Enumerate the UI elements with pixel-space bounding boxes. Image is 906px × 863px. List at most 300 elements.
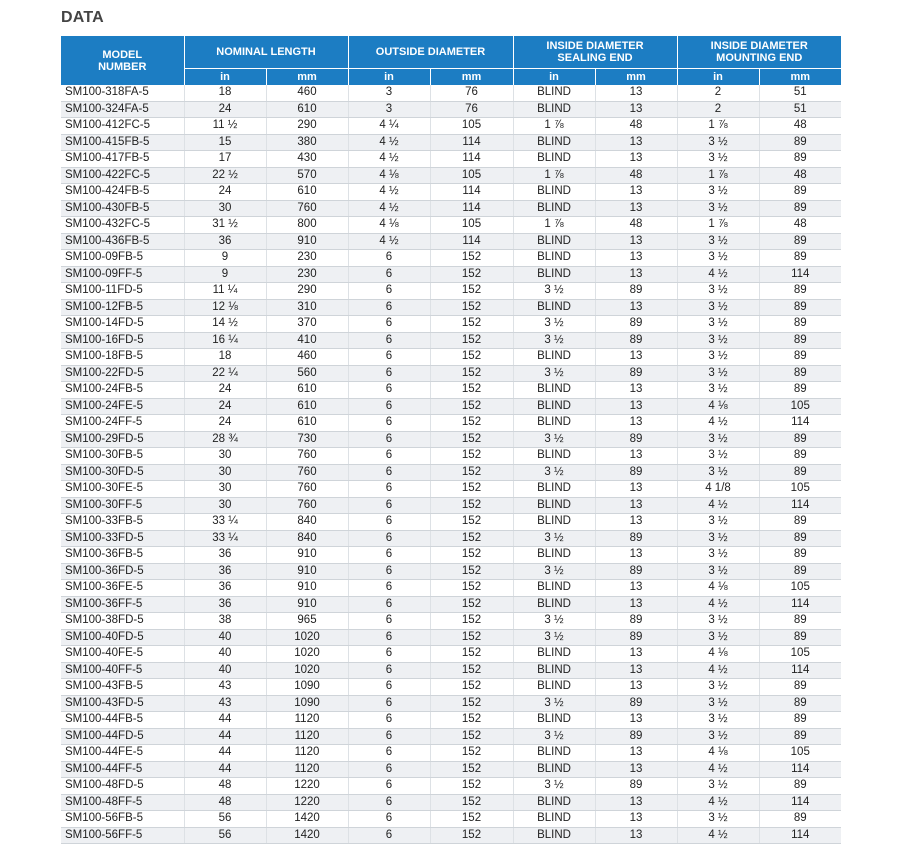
table-cell: 152 xyxy=(430,728,513,745)
table-cell: BLIND xyxy=(513,811,595,828)
model-number-cell: SM100-24FF-5 xyxy=(61,415,184,432)
table-cell: 24 xyxy=(184,101,266,118)
table-row xyxy=(61,101,841,118)
table-cell: 760 xyxy=(266,448,348,465)
table-row xyxy=(61,629,841,646)
table-row xyxy=(61,662,841,679)
table-row xyxy=(61,613,841,630)
model-number-cell: SM100-318FA-5 xyxy=(61,85,184,101)
table-cell: 89 xyxy=(595,563,677,580)
table-cell: 89 xyxy=(759,629,841,646)
table-row xyxy=(61,745,841,762)
table-cell: 13 xyxy=(595,398,677,415)
table-cell: 3 ½ xyxy=(677,464,759,481)
unit-label: in xyxy=(348,69,430,86)
model-number-cell: SM100-09FB-5 xyxy=(61,250,184,267)
table-cell: BLIND xyxy=(513,184,595,201)
table-cell: 24 xyxy=(184,184,266,201)
table-cell: 1 ⅞ xyxy=(677,217,759,234)
table-cell: 13 xyxy=(595,448,677,465)
table-row xyxy=(61,250,841,267)
table-cell: 3 ½ xyxy=(677,365,759,382)
table-row xyxy=(61,167,841,184)
table-cell: 13 xyxy=(595,794,677,811)
table-row xyxy=(61,365,841,382)
table-row xyxy=(61,200,841,217)
model-number-cell: SM100-36FB-5 xyxy=(61,547,184,564)
table-cell: 105 xyxy=(430,118,513,135)
table-cell: 4 ½ xyxy=(348,233,430,250)
table-cell: 105 xyxy=(430,217,513,234)
table-cell: 36 xyxy=(184,580,266,597)
table-cell: 1120 xyxy=(266,728,348,745)
table-cell: 370 xyxy=(266,316,348,333)
table-cell: 89 xyxy=(759,283,841,300)
table-row xyxy=(61,712,841,729)
model-number-cell: SM100-36FD-5 xyxy=(61,563,184,580)
table-cell: 6 xyxy=(348,365,430,382)
table-cell: 4 ¼ xyxy=(348,118,430,135)
table-cell: BLIND xyxy=(513,712,595,729)
table-cell: 460 xyxy=(266,349,348,366)
table-cell: 31 ½ xyxy=(184,217,266,234)
table-cell: 152 xyxy=(430,398,513,415)
table-cell: 910 xyxy=(266,233,348,250)
table-cell: 17 xyxy=(184,151,266,168)
table-cell: 610 xyxy=(266,101,348,118)
table-cell: 6 xyxy=(348,464,430,481)
model-number-cell: SM100-12FB-5 xyxy=(61,299,184,316)
table-cell: BLIND xyxy=(513,514,595,531)
model-number-cell: SM100-11FD-5 xyxy=(61,283,184,300)
table-cell: 105 xyxy=(759,481,841,498)
table-cell: 3 ½ xyxy=(677,629,759,646)
unit-label: in xyxy=(184,69,266,86)
table-cell: 3 ½ xyxy=(677,184,759,201)
table-cell: 89 xyxy=(595,431,677,448)
table-cell: 560 xyxy=(266,365,348,382)
table-cell: 89 xyxy=(759,448,841,465)
table-cell: 89 xyxy=(595,613,677,630)
table-cell: 3 ½ xyxy=(677,695,759,712)
table-row xyxy=(61,530,841,547)
table-cell: 3 ½ xyxy=(513,431,595,448)
table-cell: 1420 xyxy=(266,811,348,828)
header-line: MOUNTING END xyxy=(716,52,803,64)
table-cell: 152 xyxy=(430,563,513,580)
table-cell: 152 xyxy=(430,316,513,333)
header-line: SEALING END xyxy=(557,52,633,64)
table-cell: 89 xyxy=(759,151,841,168)
table-cell: 760 xyxy=(266,464,348,481)
table-row xyxy=(61,184,841,201)
table-cell: BLIND xyxy=(513,134,595,151)
table-cell: 4 ½ xyxy=(677,266,759,283)
table-row xyxy=(61,794,841,811)
table-cell: BLIND xyxy=(513,679,595,696)
table-cell: 13 xyxy=(595,646,677,663)
table-cell: 13 xyxy=(595,415,677,432)
header-inside-diameter-sealing xyxy=(513,36,677,69)
table-cell: 6 xyxy=(348,547,430,564)
table-row xyxy=(61,728,841,745)
model-number-cell: SM100-18FB-5 xyxy=(61,349,184,366)
table-cell: 13 xyxy=(595,151,677,168)
table-cell: 30 xyxy=(184,497,266,514)
table-cell: 570 xyxy=(266,167,348,184)
table-cell: BLIND xyxy=(513,200,595,217)
model-number-cell: SM100-43FB-5 xyxy=(61,679,184,696)
table-cell: 6 xyxy=(348,695,430,712)
table-cell: 1020 xyxy=(266,662,348,679)
unit-label: in xyxy=(513,69,595,86)
table-cell: BLIND xyxy=(513,233,595,250)
table-cell: 114 xyxy=(430,233,513,250)
table-cell: BLIND xyxy=(513,662,595,679)
table-cell: 4 ½ xyxy=(348,134,430,151)
table-cell: 152 xyxy=(430,695,513,712)
table-cell: 152 xyxy=(430,712,513,729)
table-cell: 6 xyxy=(348,316,430,333)
unit-label: mm xyxy=(430,69,513,86)
table-cell: 9 xyxy=(184,266,266,283)
table-cell: 89 xyxy=(759,365,841,382)
header-row xyxy=(61,36,841,69)
table-cell: 114 xyxy=(759,761,841,778)
table-cell: 24 xyxy=(184,415,266,432)
table-cell: 152 xyxy=(430,613,513,630)
table-row xyxy=(61,778,841,795)
table-cell: 3 ½ xyxy=(677,530,759,547)
table-cell: 48 xyxy=(595,118,677,135)
table-cell: 1120 xyxy=(266,712,348,729)
table-cell: 152 xyxy=(430,761,513,778)
table-cell: 33 ¼ xyxy=(184,514,266,531)
table-cell: 3 ½ xyxy=(677,514,759,531)
table-cell: 89 xyxy=(759,563,841,580)
table-row xyxy=(61,299,841,316)
table-cell: 610 xyxy=(266,382,348,399)
table-cell: 3 ½ xyxy=(677,547,759,564)
table-cell: 3 ½ xyxy=(677,448,759,465)
table-cell: BLIND xyxy=(513,596,595,613)
table-cell: 290 xyxy=(266,118,348,135)
table-cell: 6 xyxy=(348,250,430,267)
table-cell: 6 xyxy=(348,778,430,795)
table-cell: 48 xyxy=(759,167,841,184)
table-cell: 114 xyxy=(759,827,841,844)
table-row xyxy=(61,316,841,333)
table-cell: 51 xyxy=(759,85,841,101)
table-cell: 114 xyxy=(759,596,841,613)
table-header xyxy=(61,36,841,85)
table-cell: 13 xyxy=(595,349,677,366)
table-cell: 105 xyxy=(759,646,841,663)
table-cell: 13 xyxy=(595,299,677,316)
table-cell: 4 ½ xyxy=(677,415,759,432)
table-cell: 6 xyxy=(348,398,430,415)
table-row xyxy=(61,283,841,300)
table-cell: 1 ⅞ xyxy=(513,167,595,184)
table-cell: 6 xyxy=(348,299,430,316)
model-number-cell: SM100-33FD-5 xyxy=(61,530,184,547)
table-cell: BLIND xyxy=(513,497,595,514)
table-cell: 4 ½ xyxy=(348,151,430,168)
unit-label: mm xyxy=(759,69,841,86)
model-number-cell: SM100-432FC-5 xyxy=(61,217,184,234)
table-row xyxy=(61,464,841,481)
table-cell: 114 xyxy=(759,662,841,679)
table-cell: 3 ½ xyxy=(513,728,595,745)
table-cell: 13 xyxy=(595,514,677,531)
table-cell: 3 ½ xyxy=(677,431,759,448)
model-number-cell: SM100-48FF-5 xyxy=(61,794,184,811)
table-cell: 89 xyxy=(595,728,677,745)
table-cell: 89 xyxy=(595,695,677,712)
table-cell: 152 xyxy=(430,464,513,481)
table-cell: 48 xyxy=(759,118,841,135)
table-cell: 290 xyxy=(266,283,348,300)
table-cell: 3 ½ xyxy=(677,283,759,300)
header-inside-diameter-mounting xyxy=(677,36,841,69)
table-row xyxy=(61,563,841,580)
table-body xyxy=(61,85,841,844)
table-cell: 152 xyxy=(430,382,513,399)
table-cell: 105 xyxy=(759,745,841,762)
table-cell: 114 xyxy=(430,134,513,151)
table-cell: 152 xyxy=(430,283,513,300)
table-cell: 230 xyxy=(266,250,348,267)
table-cell: 1020 xyxy=(266,646,348,663)
model-number-cell: SM100-436FB-5 xyxy=(61,233,184,250)
table-cell: 14 ½ xyxy=(184,316,266,333)
table-cell: 6 xyxy=(348,811,430,828)
table-row xyxy=(61,811,841,828)
table-row xyxy=(61,349,841,366)
table-cell: 3 ½ xyxy=(677,151,759,168)
table-cell: 13 xyxy=(595,811,677,828)
table-cell: 89 xyxy=(759,695,841,712)
table-cell: 89 xyxy=(759,184,841,201)
table-cell: 6 xyxy=(348,332,430,349)
table-row xyxy=(61,646,841,663)
table-cell: 1 ⅞ xyxy=(513,217,595,234)
table-cell: 410 xyxy=(266,332,348,349)
table-cell: 730 xyxy=(266,431,348,448)
model-number-cell: SM100-56FF-5 xyxy=(61,827,184,844)
table-cell: 3 ½ xyxy=(513,563,595,580)
table-cell: 380 xyxy=(266,134,348,151)
table-cell: 6 xyxy=(348,728,430,745)
table-cell: BLIND xyxy=(513,151,595,168)
table-cell: 48 xyxy=(595,167,677,184)
table-cell: 3 ½ xyxy=(677,563,759,580)
table-cell: 56 xyxy=(184,811,266,828)
table-cell: 13 xyxy=(595,134,677,151)
table-row xyxy=(61,580,841,597)
table-cell: 105 xyxy=(759,398,841,415)
table-cell: 4 ⅛ xyxy=(677,745,759,762)
table-cell: 610 xyxy=(266,398,348,415)
table-cell: 89 xyxy=(595,283,677,300)
model-number-cell: SM100-415FB-5 xyxy=(61,134,184,151)
table-cell: 4 ½ xyxy=(348,184,430,201)
table-cell: 3 ½ xyxy=(677,349,759,366)
table-row xyxy=(61,596,841,613)
header-line: INSIDE DIAMETER xyxy=(546,40,644,52)
model-number-cell: SM100-36FF-5 xyxy=(61,596,184,613)
table-cell: 89 xyxy=(759,514,841,531)
table-cell: 3 ½ xyxy=(513,530,595,547)
table-cell: 114 xyxy=(759,794,841,811)
table-cell: 76 xyxy=(430,85,513,101)
table-row xyxy=(61,233,841,250)
table-cell: 13 xyxy=(595,679,677,696)
table-cell: 1420 xyxy=(266,827,348,844)
table-cell: BLIND xyxy=(513,761,595,778)
table-cell: 3 ½ xyxy=(513,283,595,300)
table-cell: 4 ½ xyxy=(677,596,759,613)
table-cell: 6 xyxy=(348,596,430,613)
table-cell: 3 ½ xyxy=(677,728,759,745)
table-row xyxy=(61,382,841,399)
table-cell: 13 xyxy=(595,382,677,399)
table-row xyxy=(61,217,841,234)
table-cell: 89 xyxy=(759,679,841,696)
table-cell: 152 xyxy=(430,266,513,283)
table-cell: 6 xyxy=(348,382,430,399)
table-cell: 3 ½ xyxy=(677,233,759,250)
table-cell: 6 xyxy=(348,679,430,696)
table-cell: 6 xyxy=(348,745,430,762)
model-number-cell: SM100-44FF-5 xyxy=(61,761,184,778)
table-cell: 840 xyxy=(266,514,348,531)
unit-label: mm xyxy=(595,69,677,86)
model-number-cell: SM100-56FB-5 xyxy=(61,811,184,828)
table-cell: 1120 xyxy=(266,745,348,762)
table-cell: 4 ⅛ xyxy=(348,217,430,234)
table-cell: 4 ⅛ xyxy=(677,580,759,597)
table-cell: 89 xyxy=(759,613,841,630)
header-model-number: MODEL NUMBER xyxy=(61,36,184,85)
model-number-cell: SM100-16FD-5 xyxy=(61,332,184,349)
table-cell: 4 ⅛ xyxy=(677,646,759,663)
table-cell: 152 xyxy=(430,365,513,382)
table-cell: 152 xyxy=(430,299,513,316)
table-cell: 152 xyxy=(430,778,513,795)
table-cell: 6 xyxy=(348,613,430,630)
table-cell: 3 ½ xyxy=(677,811,759,828)
table-cell: 89 xyxy=(759,332,841,349)
table-cell: 3 ½ xyxy=(677,613,759,630)
table-cell: 36 xyxy=(184,233,266,250)
table-cell: 230 xyxy=(266,266,348,283)
table-cell: 6 xyxy=(348,481,430,498)
table-cell: 13 xyxy=(595,745,677,762)
table-cell: 800 xyxy=(266,217,348,234)
table-cell: 89 xyxy=(759,712,841,729)
table-cell: 13 xyxy=(595,200,677,217)
table-cell: 13 xyxy=(595,580,677,597)
table-cell: 48 xyxy=(184,794,266,811)
table-row xyxy=(61,547,841,564)
table-cell: 3 ½ xyxy=(513,695,595,712)
model-number-cell: SM100-40FF-5 xyxy=(61,662,184,679)
table-cell: 4 ½ xyxy=(348,200,430,217)
table-cell: 3 ½ xyxy=(677,332,759,349)
table-cell: 3 ½ xyxy=(677,382,759,399)
table-cell: 152 xyxy=(430,448,513,465)
table-cell: 152 xyxy=(430,415,513,432)
table-cell: 13 xyxy=(595,596,677,613)
page-title: DATA xyxy=(61,9,104,26)
table-cell: 13 xyxy=(595,662,677,679)
table-cell: 3 ½ xyxy=(513,629,595,646)
table-row xyxy=(61,679,841,696)
header-nominal-length: NOMINAL LENGTH xyxy=(184,36,348,69)
table-cell: 152 xyxy=(430,530,513,547)
table-cell: 13 xyxy=(595,184,677,201)
table-cell: 13 xyxy=(595,547,677,564)
table-row xyxy=(61,497,841,514)
table-cell: 89 xyxy=(759,547,841,564)
model-number-cell: SM100-424FB-5 xyxy=(61,184,184,201)
table-cell: 3 ½ xyxy=(677,316,759,333)
table-cell: BLIND xyxy=(513,398,595,415)
table-cell: 89 xyxy=(595,332,677,349)
table-cell: 89 xyxy=(595,530,677,547)
model-number-cell: SM100-44FE-5 xyxy=(61,745,184,762)
model-number-cell: SM100-422FC-5 xyxy=(61,167,184,184)
model-number-cell: SM100-29FD-5 xyxy=(61,431,184,448)
table-cell: 33 ¼ xyxy=(184,530,266,547)
table-cell: 6 xyxy=(348,283,430,300)
table-cell: 152 xyxy=(430,827,513,844)
table-cell: 3 ½ xyxy=(513,365,595,382)
table-cell: 48 xyxy=(595,217,677,234)
table-cell: 89 xyxy=(595,464,677,481)
table-cell: 13 xyxy=(595,712,677,729)
table-cell: 152 xyxy=(430,332,513,349)
table-cell: BLIND xyxy=(513,85,595,101)
table-cell: 152 xyxy=(430,629,513,646)
unit-label: in xyxy=(677,69,759,86)
table-cell: 6 xyxy=(348,580,430,597)
unit-label: mm xyxy=(266,69,348,86)
table-cell: BLIND xyxy=(513,299,595,316)
table-cell: 6 xyxy=(348,497,430,514)
table-cell: BLIND xyxy=(513,745,595,762)
table-cell: 4 ⅛ xyxy=(677,398,759,415)
table-cell: 89 xyxy=(759,728,841,745)
model-number-cell: SM100-36FE-5 xyxy=(61,580,184,597)
table-cell: 48 xyxy=(759,217,841,234)
table-row xyxy=(61,761,841,778)
table-cell: 24 xyxy=(184,382,266,399)
table-cell: 28 ¾ xyxy=(184,431,266,448)
table-cell: 4 ⅛ xyxy=(348,167,430,184)
table-cell: 2 xyxy=(677,85,759,101)
table-cell: 965 xyxy=(266,613,348,630)
table-row xyxy=(61,431,841,448)
table-cell: 3 ½ xyxy=(677,200,759,217)
table-cell: 1 ⅞ xyxy=(677,118,759,135)
table-cell: 36 xyxy=(184,563,266,580)
table-cell: 910 xyxy=(266,596,348,613)
table-row xyxy=(61,332,841,349)
table-cell: 89 xyxy=(759,134,841,151)
table-cell: 6 xyxy=(348,415,430,432)
